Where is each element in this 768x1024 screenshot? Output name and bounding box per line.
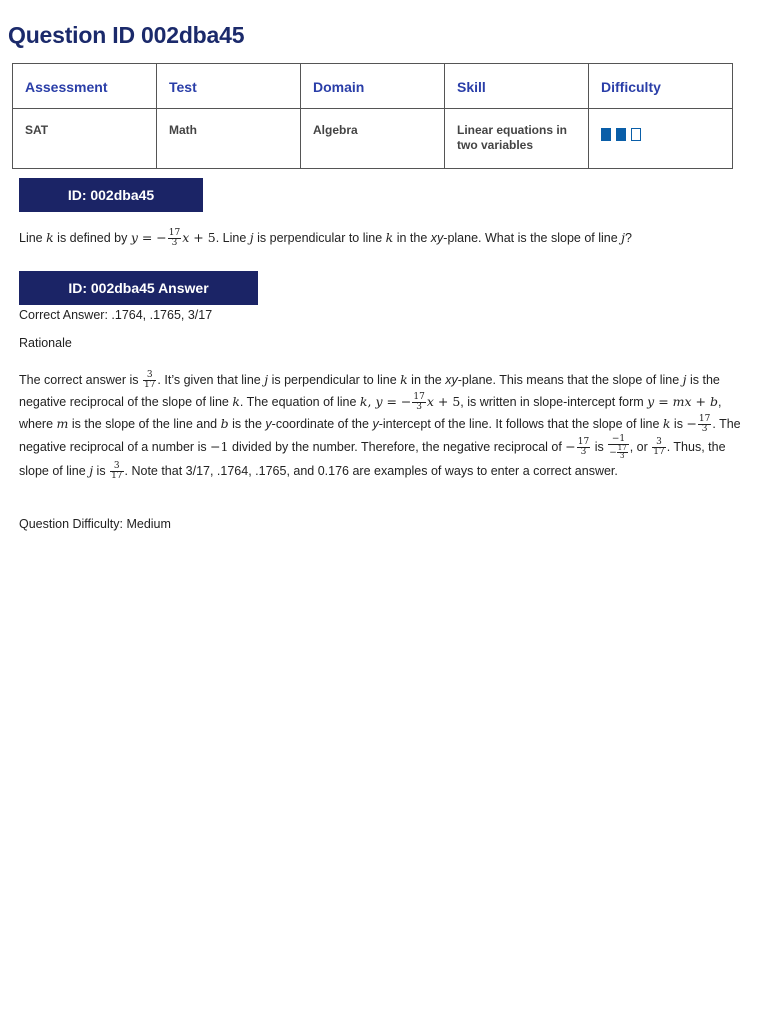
header-test: Test bbox=[157, 64, 301, 109]
difficulty-square-filled bbox=[616, 128, 626, 141]
difficulty-meter bbox=[601, 127, 646, 142]
rationale-heading: Rationale bbox=[19, 336, 72, 350]
header-domain: Domain bbox=[301, 64, 445, 109]
rationale-paragraph: The correct answer is $\frac{3}{17}$ . It’s given that line j is perpendicular to line k in the xy-plane. This means that the slope of line j is the negative reciprocal of the slope of line k. The equation of line k, y = − $\frac{17}{3}$ x + 5, is written in slope-intercept form y = mx + b, where m is the slope of the line and b is the y-coordinate of the y-intercept of the line. It follows that the slope of line k is − $\frac{17}{3}$ . The negative reciprocal of a number is −1 divided by the number. Therefore, the negative reciprocal of − $\frac{17}{3}$ is −1 − $\frac{17}{3}$ , or $\frac{3}{17}$ . Thus, the slope of line j is $\frac{3}{17}$ . Note that 3/17, .1764, .1765, and 0.176 are examples of ways to enter a correct answer. bbox=[19, 370, 741, 482]
fraction: $\frac{3}{17}$ bbox=[143, 370, 156, 391]
value-difficulty bbox=[589, 109, 733, 169]
difficulty-square-filled bbox=[601, 128, 611, 141]
fraction: $\frac{3}{17}$ bbox=[653, 437, 665, 457]
value-assessment: SAT bbox=[13, 109, 157, 169]
difficulty-square-empty bbox=[631, 128, 641, 141]
question-difficulty-text: Question Difficulty: Medium bbox=[19, 517, 171, 531]
question-text: Line k is defined by y = − $\frac{17}{3}$ x + 5. Line j is perpendicular to line k in the xy-plane. What is the slope of line j? bbox=[19, 228, 632, 248]
fraction: $\frac{17}{3}$ bbox=[168, 228, 181, 248]
fraction: $\frac{17}{3}$ bbox=[413, 392, 425, 413]
header-skill: Skill bbox=[445, 64, 589, 109]
header-difficulty: Difficulty bbox=[589, 64, 733, 109]
question-id-banner: ID: 002dba45 bbox=[19, 178, 203, 212]
meta-header-row bbox=[13, 64, 733, 109]
value-domain: Algebra bbox=[301, 109, 445, 169]
value-test: Math bbox=[157, 109, 301, 169]
correct-answer-text: Correct Answer: .1764, .1765, 3/17 bbox=[19, 308, 213, 322]
meta-value-row bbox=[13, 109, 733, 169]
value-skill: Linear equations in two variables bbox=[445, 109, 589, 169]
fraction: $\frac{3}{17}$ bbox=[111, 461, 123, 482]
question-meta-table bbox=[12, 63, 733, 169]
header-assessment: Assessment bbox=[13, 64, 157, 109]
fraction: $\frac{17}{3}$ bbox=[698, 414, 711, 435]
answer-id-banner: ID: 002dba45 Answer bbox=[19, 271, 258, 305]
page-title: Question ID 002dba45 bbox=[8, 22, 245, 48]
fraction: −1 − $\frac{17}{3}$ bbox=[609, 434, 627, 460]
fraction: $\frac{17}{3}$ bbox=[577, 437, 590, 457]
